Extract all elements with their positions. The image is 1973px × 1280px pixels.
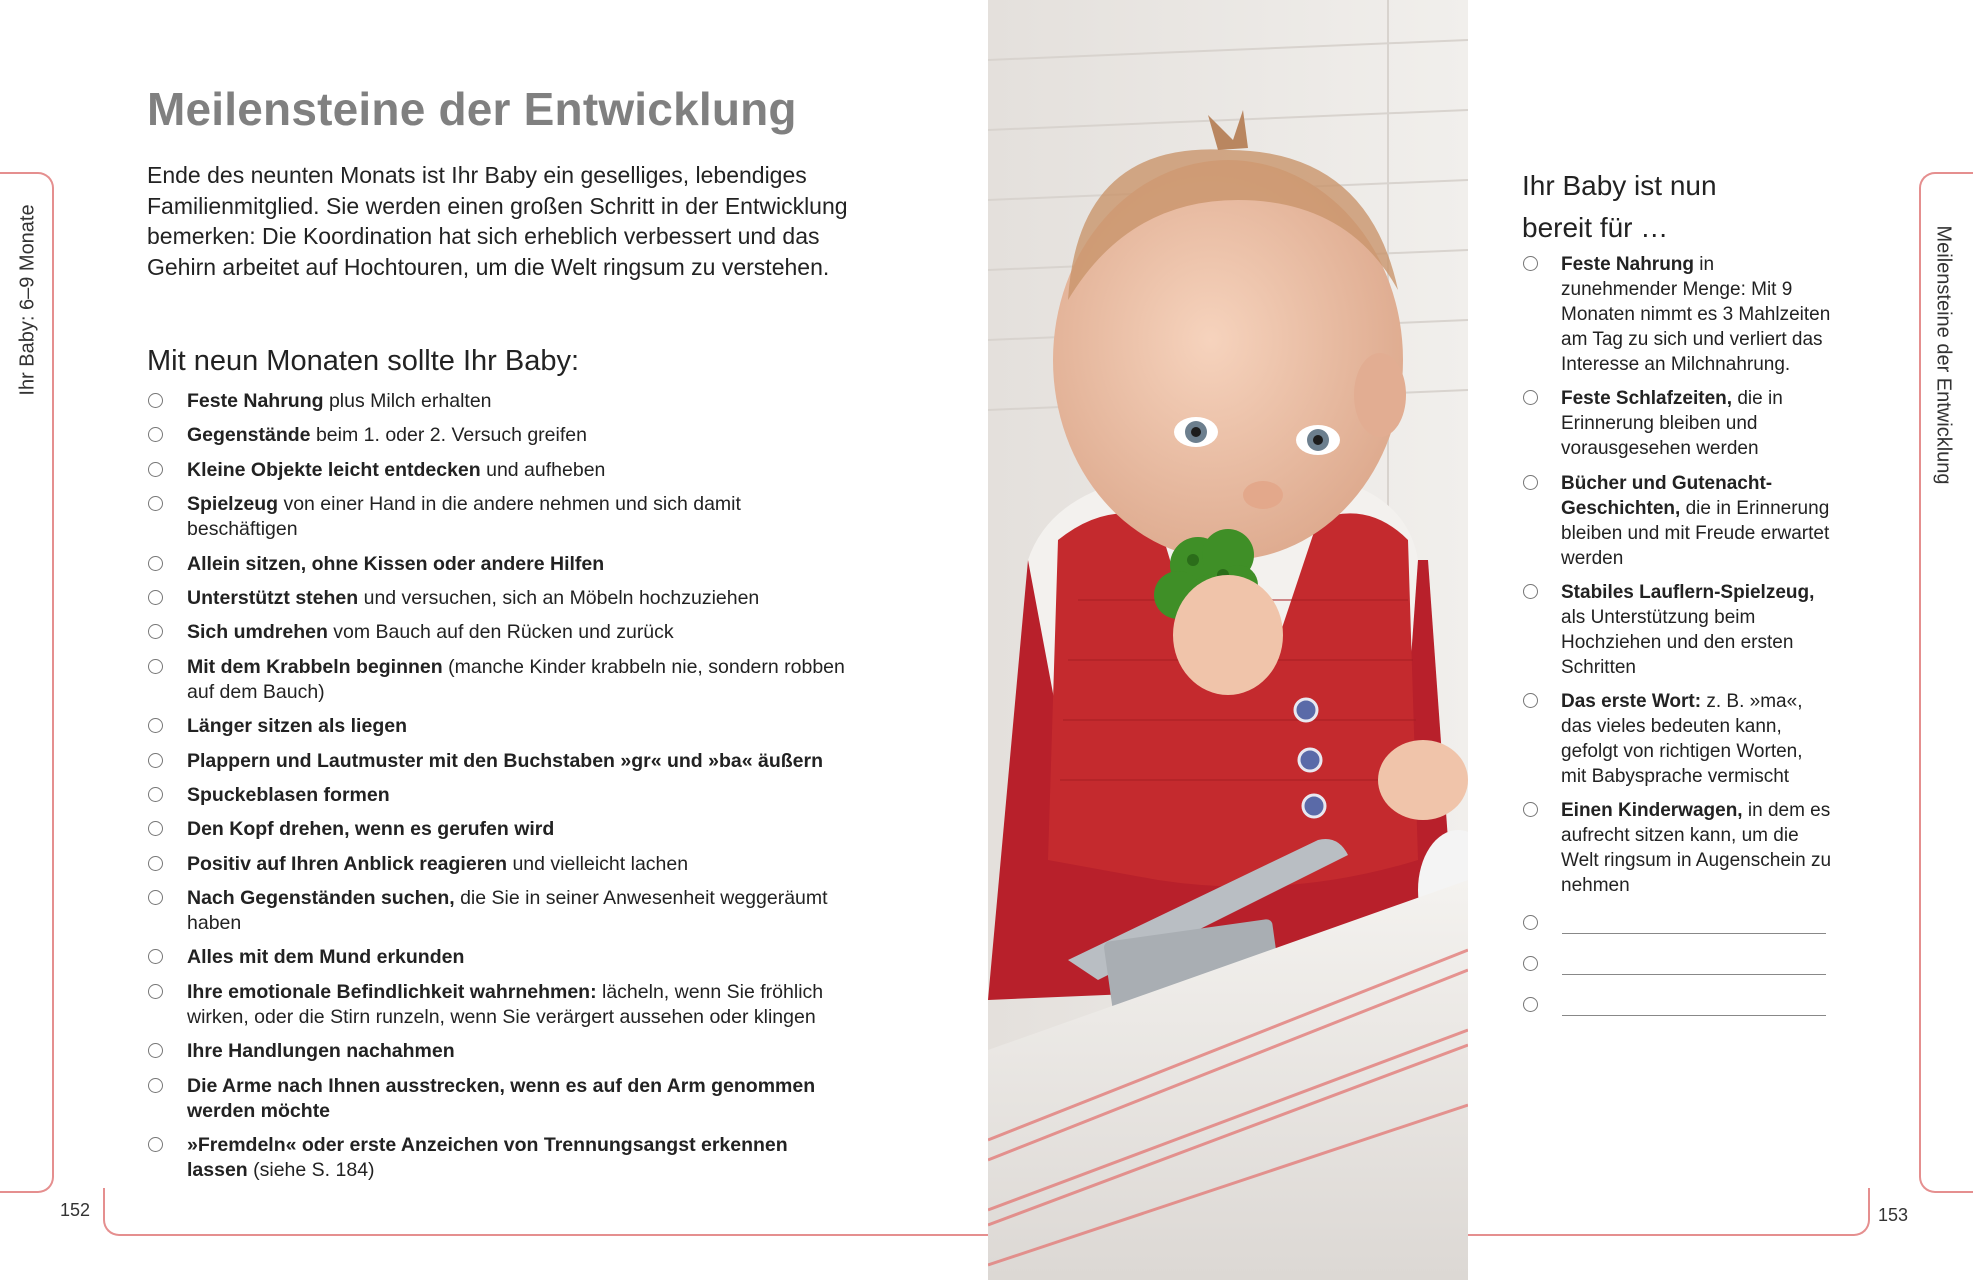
item-bold-text: Allein sitzen, ohne Kissen oder andere Hilfen — [187, 552, 605, 575]
checklist-item — [147, 714, 847, 739]
item-bold-text: Plappern und Lautmuster mit den Buchstaben »gr« und »ba« äußern — [187, 749, 824, 772]
item-bold-text: Spuckeblasen formen — [187, 783, 390, 806]
item-text: plus Milch erhalten — [323, 390, 492, 412]
item-bold-text: Das erste Wort: — [1561, 691, 1702, 713]
checkbox-icon[interactable] — [1523, 475, 1538, 490]
item-bold-text: Gegenstände — [187, 424, 311, 447]
checkbox-icon[interactable] — [1523, 390, 1538, 405]
item-text: lächeln, wenn Sie fröhlich wirken, oder die Stirn runzeln, wenn Sie verärgert aussehen oder klingen — [187, 980, 824, 1028]
checklist-item — [1522, 386, 1832, 461]
item-bold-text: Feste Nahrung — [1561, 254, 1695, 275]
item-bold-text: Einen Kinderwagen, — [1561, 800, 1743, 822]
item-text: und aufheben — [480, 458, 606, 481]
item-text: und vielleicht lachen — [507, 852, 689, 875]
checkbox-icon[interactable] — [148, 590, 163, 605]
item-bold-text: Sich umdrehen — [187, 621, 328, 644]
item-text: (manche Kinder krabbeln nie, sondern robben auf dem Bauch) — [187, 655, 845, 703]
checklist-item — [147, 945, 847, 970]
checklist-item — [147, 817, 847, 842]
right-page-bottom-frame — [1468, 1188, 1870, 1236]
checkbox-icon[interactable] — [1523, 915, 1538, 930]
checklist-item — [147, 1074, 847, 1124]
checklist-item — [1522, 471, 1832, 571]
item-text: z. B. »ma«, das vieles bedeuten kann, gefolgt von richtigen Worten, mit Babysprache vermischt — [1561, 691, 1803, 788]
checkbox-icon[interactable] — [1523, 802, 1538, 817]
item-text: vom Bauch auf den Rücken und zurück — [327, 621, 674, 644]
list-heading: Mit neun Monaten sollte Ihr Baby: — [147, 345, 580, 377]
checkbox-icon[interactable] — [148, 496, 163, 511]
intro-paragraph: Ende des neunten Monats ist Ihr Baby ein geselliges, lebendiges Familienmitglied. Sie werden einen großen Schritt in der Entwicklung bemerken: Die Koordination hat sich erheblich verbessert und das Gehirn arbeitet auf Hochtouren, um die Welt ringsum zu verstehen. — [147, 162, 848, 280]
item-bold-text: Kleine Objekte leicht entdecken — [187, 458, 481, 481]
page-title: Meilensteine der Entwicklung — [147, 83, 797, 135]
checkbox-icon[interactable] — [148, 787, 163, 802]
checklist-item — [147, 886, 847, 936]
baby-photo — [988, 0, 1468, 1280]
baby-eating-broccoli-illustration — [988, 0, 1468, 1280]
item-bold-text: Feste Schlafzeiten, — [1561, 388, 1733, 410]
checkbox-icon[interactable] — [148, 821, 163, 836]
item-bold-text: Alles mit dem Mund erkunden — [187, 946, 465, 969]
blank-checklist-line[interactable] — [1522, 956, 1832, 976]
item-bold-text: Die Arme nach Ihnen ausstrecken, wenn es auf den Arm genommen werden möchte — [187, 1074, 816, 1122]
checkbox-icon[interactable] — [148, 753, 163, 768]
checkbox-icon[interactable] — [148, 427, 163, 442]
checklist-item — [1522, 689, 1832, 789]
item-text: die Sie in seiner Anwesenheit weggeräumt haben — [187, 887, 828, 935]
right-heading: Ihr Baby ist nun bereit für … — [1522, 170, 1717, 243]
page-number-right: 153 — [1878, 1205, 1909, 1225]
checklist-item — [147, 980, 847, 1030]
checkbox-icon[interactable] — [148, 659, 163, 674]
checklist-item — [147, 458, 847, 483]
left-page-bottom-frame — [103, 1188, 990, 1236]
item-bold-text: Mit dem Krabbeln beginnen — [187, 655, 443, 678]
checklist-item — [1522, 252, 1832, 377]
checkbox-icon[interactable] — [148, 1137, 163, 1152]
checkbox-icon[interactable] — [148, 1043, 163, 1058]
ready-for-checklist — [1522, 252, 1832, 908]
checklist-item — [147, 492, 847, 542]
item-text: beim 1. oder 2. Versuch greifen — [310, 424, 587, 447]
item-text: von einer Hand in die andere nehmen und sich damit beschäftigen — [187, 493, 741, 541]
checkbox-icon[interactable] — [148, 984, 163, 999]
write-in-line — [1562, 1015, 1826, 1016]
item-bold-text: Unterstützt stehen — [187, 586, 359, 609]
checklist-item — [147, 586, 847, 611]
item-bold-text: Stabiles Lauflern-Spielzeug, — [1561, 581, 1815, 603]
item-bold-text: »Fremdeln« oder erste Anzeichen von Trennungsangst erkennen lassen — [187, 1134, 788, 1182]
item-bold-text: Länger sitzen als liegen — [187, 715, 407, 738]
running-head-left: Ihr Baby: 6–9 Monate — [16, 204, 39, 396]
write-in-line — [1562, 933, 1826, 934]
checkbox-icon[interactable] — [148, 718, 163, 733]
checkbox-icon[interactable] — [148, 949, 163, 964]
checkbox-icon[interactable] — [1523, 693, 1538, 708]
checklist-item — [147, 620, 847, 645]
item-text: in zunehmender Menge: Mit 9 Monaten nimmt es 3 Mahlzeiten am Tag zu sich und verliert das Interesse an Milchnahrung. — [1561, 254, 1831, 375]
item-bold-text: Ihre Handlungen nachahmen — [187, 1040, 455, 1063]
checkbox-icon[interactable] — [148, 393, 163, 408]
checkbox-icon[interactable] — [1523, 956, 1538, 971]
checkbox-icon[interactable] — [1523, 997, 1538, 1012]
item-text: die in Erinnerung bleiben und mit Freude erwartet werden — [1561, 497, 1830, 569]
item-text: in dem es aufrecht sitzen kann, um die Welt ringsum in Augenschein zu nehmen — [1561, 800, 1832, 897]
blank-checklist-line[interactable] — [1522, 997, 1832, 1017]
checkbox-icon[interactable] — [1523, 256, 1538, 271]
write-in-line — [1562, 974, 1826, 975]
checklist-item — [147, 1133, 847, 1183]
checklist-item — [147, 655, 847, 705]
running-head-right: Meilensteine der Entwicklung — [1932, 225, 1955, 485]
checkbox-icon[interactable] — [148, 556, 163, 571]
item-bold-text: Feste Nahrung — [187, 390, 324, 412]
checkbox-icon[interactable] — [148, 890, 163, 905]
checklist-item — [147, 423, 847, 448]
checkbox-icon[interactable] — [148, 624, 163, 639]
page-number-left: 152 — [60, 1200, 91, 1220]
checklist-item — [147, 852, 847, 877]
checklist-item — [147, 1039, 847, 1064]
item-text: und versuchen, sich an Möbeln hochzuziehen — [358, 586, 760, 609]
checklist-item — [147, 389, 847, 414]
checklist-item — [1522, 798, 1832, 898]
checklist-item — [147, 783, 847, 808]
item-bold-text: Ihre emotionale Befindlichkeit wahrnehmen: — [187, 980, 597, 1003]
item-bold-text: Bücher und Gutenacht-Geschichten, — [1561, 472, 1773, 519]
item-bold-text: Den Kopf drehen, wenn es gerufen wird — [187, 818, 555, 841]
item-bold-text: Positiv auf Ihren Anblick reagieren — [187, 852, 508, 875]
item-bold-text: Nach Gegenständen suchen, — [187, 887, 455, 910]
item-bold-text: Spielzeug — [187, 493, 279, 516]
checkbox-icon[interactable] — [148, 462, 163, 477]
checkbox-icon[interactable] — [1523, 584, 1538, 599]
checkbox-icon[interactable] — [148, 856, 163, 871]
checklist-item — [147, 749, 847, 774]
item-text: die in Erinnerung bleiben und vorausgesehen werden — [1561, 388, 1783, 460]
milestone-checklist — [147, 389, 847, 1192]
blank-checklist-line[interactable] — [1522, 915, 1832, 935]
item-text: als Unterstützung beim Hochziehen und den ersten Schritten — [1561, 606, 1794, 678]
checklist-item — [1522, 580, 1832, 680]
checklist-item — [147, 552, 847, 577]
checkbox-icon[interactable] — [148, 1078, 163, 1093]
item-text: (siehe S. 184) — [247, 1159, 375, 1182]
